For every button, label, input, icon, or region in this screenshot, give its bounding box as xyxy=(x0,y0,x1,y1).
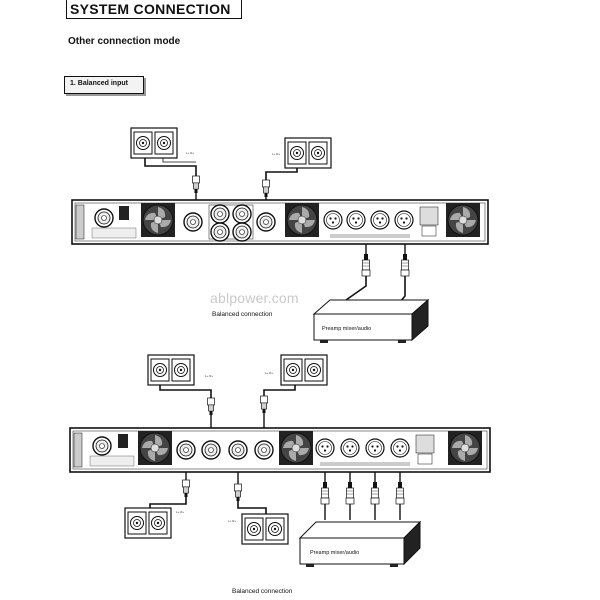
svg-text:L+ R+: L+ R+ xyxy=(228,519,237,523)
diagram2-mixer-label: Preamp mixer/audio xyxy=(310,550,360,556)
diagram2-speaker-top-right xyxy=(281,355,327,385)
page-subtitle: Other connection mode xyxy=(68,36,181,47)
diagram2-preamp-mixer xyxy=(300,522,420,567)
watermark: ablpower.com xyxy=(210,290,299,306)
diagram2-speaker-top-left xyxy=(148,355,194,385)
diagram1-preamp-mixer xyxy=(314,300,428,343)
svg-text:L+ R+: L+ R+ xyxy=(186,151,195,155)
svg-text:L+ R+: L+ R+ xyxy=(272,152,281,156)
page-title: SYSTEM CONNECTION xyxy=(70,1,231,17)
diagram1-speaker-left xyxy=(131,128,177,158)
diagram1-caption: Balanced connection xyxy=(212,311,273,318)
diagram1-amplifier-rack xyxy=(72,200,488,244)
svg-text:L+ R+: L+ R+ xyxy=(176,510,185,514)
svg-text:L+ R+: L+ R+ xyxy=(265,371,274,375)
svg-text:L+ R+: L+ R+ xyxy=(205,374,214,378)
diagram2 xyxy=(70,355,490,567)
diagram2-caption: Balanced connection xyxy=(232,588,293,595)
section-label: 1. Balanced input xyxy=(70,80,128,87)
diagram2-speaker-bottom-right xyxy=(242,514,288,544)
diagram1-mixer-label: Preamp mixer/audio xyxy=(322,326,372,332)
diagram1 xyxy=(72,128,488,343)
diagram2-amplifier-rack xyxy=(70,428,490,472)
diagram2-speaker-bottom-left xyxy=(125,508,171,538)
diagram1-speaker-right xyxy=(285,138,331,168)
